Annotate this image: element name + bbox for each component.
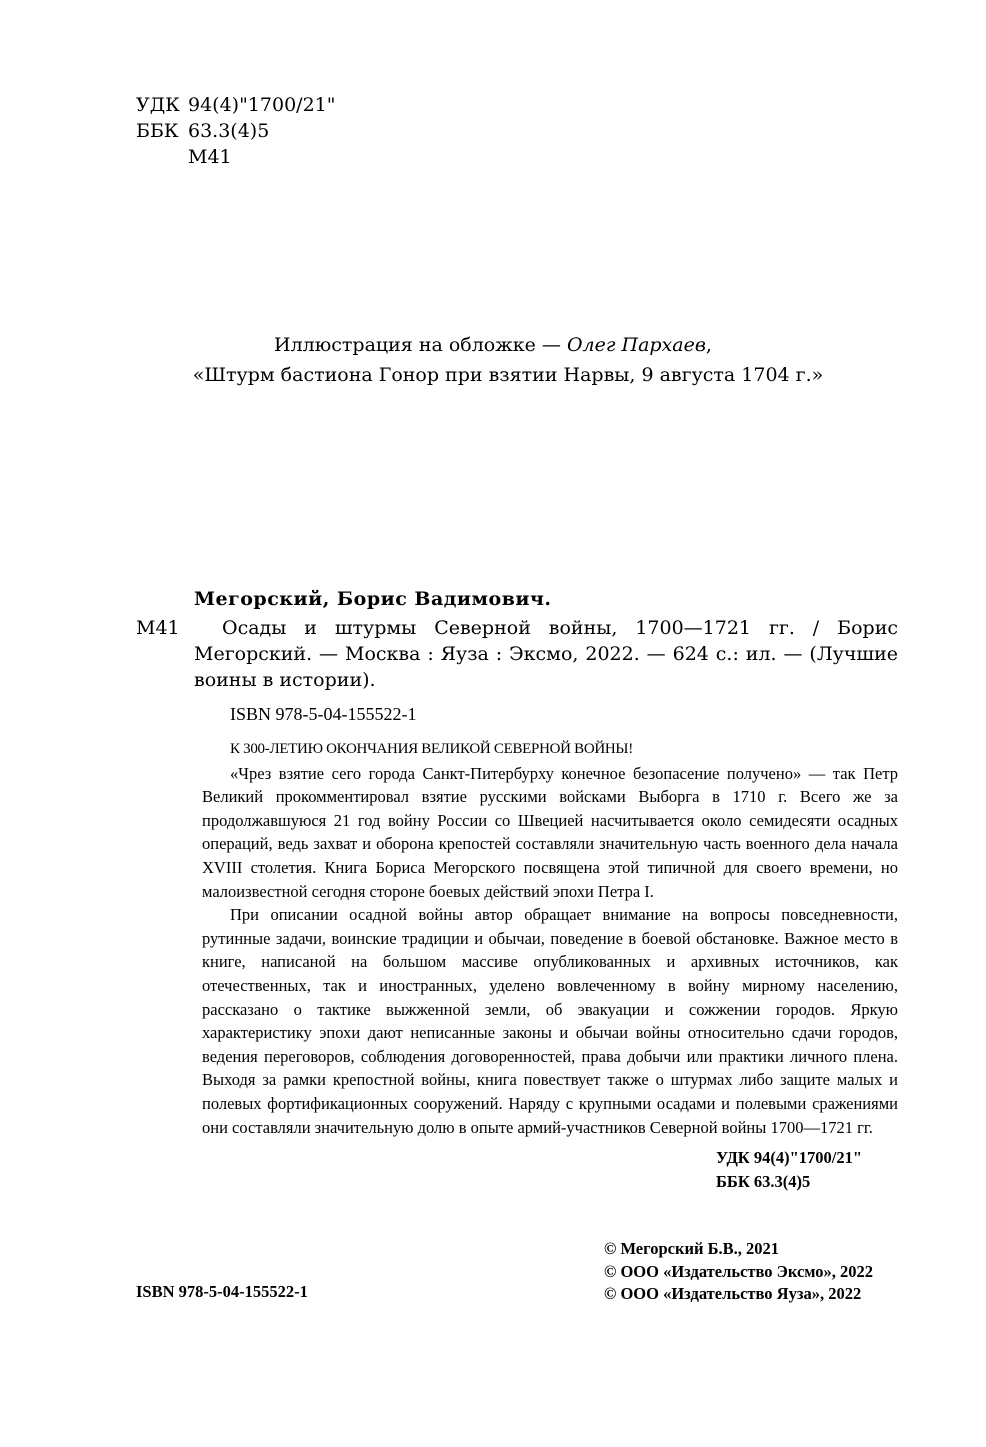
cover-title: «Штурм бастиона Гонор при взятии Нарвы, 9 августа 1704 г.»: [192, 364, 824, 386]
cover-prefix: Иллюстрация на обложке —: [274, 334, 567, 356]
udk-bbk-block: [716, 1146, 862, 1194]
bbk-label: ББК: [136, 120, 179, 142]
udk-line: УДК 94(4)"1700/21": [716, 1148, 863, 1167]
record-author: Мегорский, Борис Вадимович.: [194, 588, 552, 610]
annotation-paragraph-1: «Чрез взятие сего города Санкт-Питербурху конечное безопасение получено» — так Петр Великий прокомментировал взятие русскими войсками Выборга в 1710 г. Всего же за продолжавшуюся 21 год войну России со Швецией насчитывается около семидесяти осадных операций, ведь захват и оборона крепостей составляли значительную часть военного дела начала XVIII столетия. Книга Бориса Мегорского посвящена этой типичной для своего времени, но малоизвестной сегодня стороне боевых действий эпохи Петра I.: [202, 763, 898, 901]
cover-suffix: ,: [705, 334, 712, 356]
annotation-paragraph-2: При описании осадной войны автор обращает внимание на вопросы повседневности, рутинные задачи, воинские традиции и обычаи, поведение в боевой обстановке. Важное место в книге, написаной на большом массиве опубликованных и архивных источников, как отечественных, так и иностранных, уделено вовлеченному в войну мирному населению, рассказано о тактике выжженной земли, об эвакуации и сожжении городов. Яркую характеристику эпохи дают неписанные законы и обычаи войны относительно сдачи городов, ведения переговоров, соблюдения договоренностей, права добычи или практики личного плена. Выходя за рамки крепостной войны, книга повествует также о штурмах либо защите малых и полевых фортификационных сооружений. Наряду с крупными осадами и полевыми сражениями они составляли значительную долю в опыте армий-участников Северной войны 1700—1721 гг.: [202, 905, 898, 1137]
footer-isbn: ISBN 978-5-04-155522-1: [136, 1282, 308, 1301]
bbk-value: 63.3(4)5: [188, 120, 270, 142]
annotation-heading: К 300-ЛЕТИЮ ОКОНЧАНИЯ ВЕЛИКОЙ СЕВЕРНОЙ ВОЙНЫ!: [230, 741, 633, 757]
record-description: Осады и штурмы Северной войны, 1700—1721 гг. / Борис Мегорский. — Москва : Яуза : Эксмо, 2022. — 624 с.: ил. — (Лучшие воины в истории).: [194, 617, 898, 691]
annotation: [202, 738, 898, 1139]
record-description-block: [194, 615, 898, 693]
udk-row: [136, 92, 336, 118]
cover-artist: Олег Пархаев: [566, 334, 706, 356]
copyright-line-3: © ООО «Издательство Яуза», 2022: [604, 1284, 862, 1303]
udk-label: УДК: [136, 94, 180, 116]
cover-credit: [0, 330, 986, 390]
copyright-line-2: © ООО «Издательство Эксмо», 2022: [604, 1261, 874, 1281]
cover-credit-line: [0, 330, 986, 360]
classification-block: [136, 92, 336, 170]
copyright-block: [604, 1238, 873, 1306]
record-isbn: ISBN 978-5-04-155522-1: [230, 704, 417, 724]
author-mark-top: М41: [188, 146, 232, 168]
bbk-line: ББК 63.3(4)5: [716, 1172, 811, 1191]
copyright-line-1: © Мегорский Б.В., 2021: [604, 1239, 780, 1258]
udk-value: 94(4)"1700/21": [188, 94, 336, 116]
record-author-mark: М41: [136, 617, 180, 639]
bbk-row: [136, 118, 336, 144]
